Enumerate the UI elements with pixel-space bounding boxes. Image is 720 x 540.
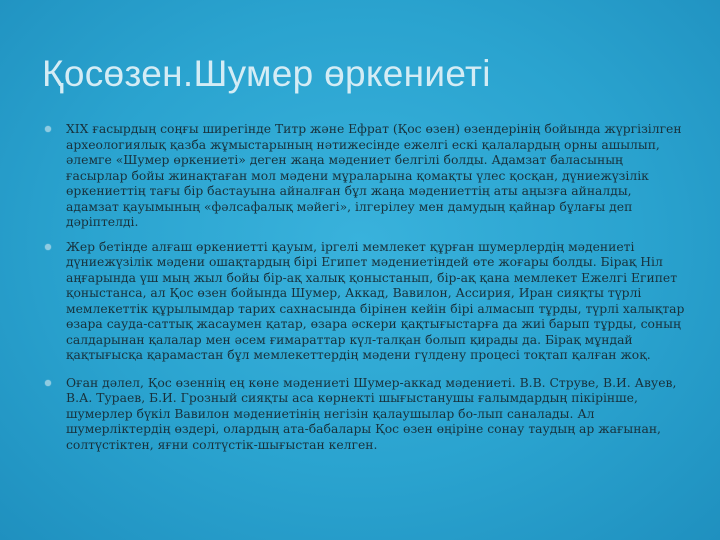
bullet-text: Жер бетінде алғаш өркениетті қауым, іргелі мемлекет құрған шумерлердің мәдениеті дүниежүзілік мәдени ошақтардың бірі Египет мәдениетіндей өте жоғары болды. Бірақ Ніл аңғарында үш мың жыл бойы бір-ақ халық қоныстанып, бір-ақ қана мемлекет Ежелгі Египет қоныстанса, ал Қос өзен бойында Шумер, Аккад, Вавилон, Ассирия, Иран сияқты түрлі мемлекеттік құрылымдар тарих сахнасында бірінен кейін бірі алмасып тұрды, түрлі халықтар өзара сауда-саттық жасаумен қатар, өзара әскери қақтығыстарға да жиі барып тұрды, соның салдарынан қалалар мен әсем ғимараттар күл-талқан болып қирады да. Бірақ мұндай қақтығысқа қарамастан бұл мемлекеттердің мәдени гүлдену процесі тоқтап қалған жоқ. bbox=[66, 239, 685, 362]
bullet-dot-icon bbox=[44, 125, 54, 135]
bullet-text: Оған дәлел, Қос өзеннің ең көне мәдениеті Шумер-аккад мәдениеті. В.В. Струве, В.И. Авуев, В.А. Тураев, Б.И. Грозный сияқты аса көрнекті шығыстанушы ғалымдардың пікірінше, шумерлер бүкіл Вавилон мәдениетінің негізін қалаушылар бо-лып саналады. Ал шумерліктердің өздері, олардың ата-бабалары Қос өзен өңіріне сонау таудың ар жағынан, солтүстіктен, яғни солтүстік-шығыстан келген. bbox=[66, 375, 677, 452]
bullet-item bbox=[44, 376, 686, 454]
bullet-dot-icon bbox=[44, 379, 54, 389]
bullet-dot-icon bbox=[44, 243, 54, 253]
slide-title: Қосөзен.Шумер өркениеті bbox=[42, 53, 491, 94]
bullet-item bbox=[44, 240, 686, 364]
bullet-list bbox=[44, 122, 686, 462]
bullet-item bbox=[44, 122, 686, 231]
bullet-text: XIX ғасырдың соңғы ширегінде Титр және Ефрат (Қос өзен) өзендерінің бойында жүргізілген археологиялық қазба жұмыстарының нәтижесінде ежелгі ескі қалалардың орны ашылып, әлемге «Шумер өркениеті» деген жаңа мәдениет белгілі болды. Адамзат баласының ғасырлар бойы жинақтаған мол мәдени мұраларына қомақты үлес қосқан, дүниежүзілік өркениеттің тағы бір бастауына айналған бұл жаңа мәдениеттің аты аңызға айналды, адамзат қауымының «фәлсафалық мәйегі», ілгерілеу мен дамудың қайнар бұлағы деп дәріптелді. bbox=[66, 122, 682, 229]
